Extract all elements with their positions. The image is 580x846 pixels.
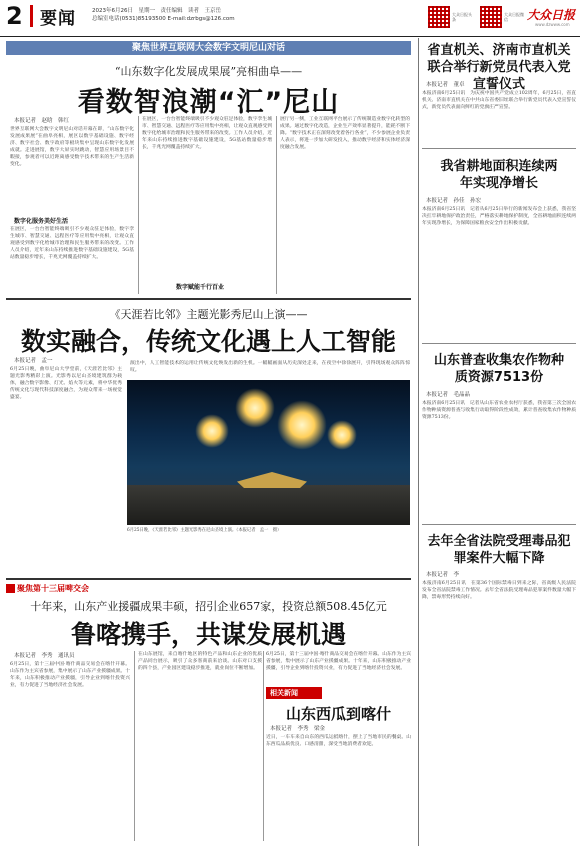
right-story2-body: 本报济南6月25日讯 记者从6月25日举行的新闻发布会上获悉，我省坚决扛牢耕地保护政治责任，严格落实耕地保护制度，全省耕地面积连续两年实现净增长，为保障国家粮食安全作出积极贡献。	[422, 207, 576, 226]
story1-byline: 本报记者 赵晗 韩红	[14, 118, 70, 124]
right-story2-headline[interactable]: 我省耕地面积连续两年实现净增长	[440, 159, 558, 191]
column-rule	[138, 116, 139, 294]
story1-kicker: “山东数字化发展成果展”亮相曲阜——	[114, 65, 303, 78]
page-number: 2	[6, 2, 23, 30]
column-rule	[276, 116, 277, 294]
story4-body: 近日，一车车来自山东的西瓜运抵喀什，摆上了当地市民的餐桌。山东西瓜品质优良、口感清甜，深受当地消费者欢迎。	[266, 735, 411, 747]
story4-headline[interactable]: 山东西瓜到喀什	[285, 705, 391, 723]
right-story4-body: 本报济南6月25日讯 在第36个国际禁毒日到来之际，省高级人民法院发布全省法院禁毒工作情况。去年全省法院受理毒品犯罪案件数量大幅下降，禁毒形势持续向好。	[422, 581, 576, 600]
building-silhouette	[127, 485, 410, 525]
story2-kicker: 《天涯若比邻》主题光影秀尼山上演——	[109, 308, 308, 321]
firework-burst	[277, 400, 327, 450]
right-story4-headline[interactable]: 去年全省法院受理毒品犯罪案件大幅下降	[427, 534, 571, 566]
section-rule	[6, 298, 411, 300]
header-meta	[92, 7, 235, 23]
story-rule	[422, 343, 576, 344]
column-divider	[418, 38, 419, 846]
firework-burst	[327, 420, 357, 450]
right-story1-headline[interactable]: 省直机关、济南市直机关联合举行新党员代表入党宣誓仪式	[427, 43, 571, 92]
story3-col1: 6月25日，第十三届中国·喀什商品交易会在喀什开幕。山东作为主宾省参展，集中展示了山东产业援疆成果。十年来，山东积极推动产业援疆，引导企业到喀什投资兴业，有力促进了当地经济社会发展。	[10, 662, 130, 688]
right-story3-headline[interactable]: 山东普查收集农作物种质资源7513份	[433, 353, 564, 385]
story1-headline[interactable]: 看数智浪潮“汇”尼山	[77, 87, 340, 118]
story4-byline: 本报记者 李秀 梁金	[270, 726, 326, 732]
firework-burst	[195, 414, 229, 448]
story1-col3: 展厅另一侧，工业互联网平台展示了传统制造业数字化转型的成果。通过数字化改造，企业生产效率显著提升，能耗不断下降。“数字技术正在深刻改变着各行各业”，不少参展企业负责人表示，将进一步加大研发投入，推动数字经济和实体经济深度融合发展。	[280, 117, 410, 150]
story1-col1b: 在展区，一台台智能终端吸引不少观众驻足体验，数字孪生城市、智慧交通、远程医疗等应用集中亮相，让观众直观感受到数字化给城市治理和民生服务带来的改变。工作人员介绍，近年来山东持续推进数字基础设施建设，5G基站数量稳步增长，千兆光网覆盖持续扩大。	[10, 227, 134, 260]
qr1-label: 大众日报头条	[452, 12, 472, 22]
story2-byline: 本报记者 孟一	[14, 358, 53, 364]
date-line: 2023年6月26日 星期一 责任编辑 读者 王京岳	[92, 8, 221, 14]
story3-headline[interactable]: 鲁喀携手，共谋发展机遇	[70, 620, 346, 649]
topic-banner: 聚焦世界互联网大会数字文明尼山对话	[6, 41, 411, 55]
story3-tag: 聚焦第十三届啤交会	[17, 584, 89, 593]
qr-code-icon[interactable]	[480, 6, 502, 28]
right-story2-byline: 本报记者 孙佳 孙宏	[426, 198, 482, 204]
story1-subhead2: 数字赋能千行百业	[176, 284, 225, 291]
right-story1-body: 本报济南6月25日讯 为庆祝中国共产党成立102周年，6月25日，省直机关、济南市直机关在中共山东省委旧址联合举行新党员代表入党宣誓仪式，新党员代表面向鲜红的党旗庄严宣誓。	[422, 91, 576, 110]
story2-col2: 演出中，人工智能技术的运用让传统文化焕发出新的生机。一幅幅画面从历史深处走来，在夜空中徐徐展开，引得现场观众阵阵惊叹。	[130, 361, 410, 373]
story1-col1: 世界互联网大会数字文明尼山对话开幕在即，“山东数字化发展成果展”在曲阜亮相，展区以数字基础设施、数字经济、数字社会、数字政府等板块集中呈现山东数字化发展成就。走进展馆，数字大屏实时跳动，智慧应用场景目不暇接，参观者可以近距离感受数字技术带来的生产生活新变化。	[10, 127, 134, 167]
qr-code-icon[interactable]	[428, 6, 450, 28]
story1-col2: 在展区，一台台智能终端吸引不少观众驻足体验，数字孪生城市、智慧交通、远程医疗等应用集中亮相，让观众直观感受到数字化给城市治理和民生服务带来的改变。工作人员介绍，近年来山东持续推进数字基础设施建设，5G基站数量稳步增长，千兆光网覆盖持续扩大。	[142, 117, 272, 150]
story3-byline: 本报记者 李秀 通讯员	[14, 653, 75, 659]
page-number-divider	[30, 5, 33, 27]
fireworks-photo	[127, 380, 410, 525]
column-rule	[134, 651, 135, 841]
story2-headline[interactable]: 数实融合，传统文化遇上人工智能	[20, 327, 396, 356]
story2-col1: 6月25日晚，曲阜尼山大学堂前，《天涯若比邻》主题光影秀精彩上演。光影秀以尼山圣境建筑群为载体，融合数字影像、灯光、焰火等元素，将中华优秀传统文化与现代科技深度融合，为观众带来一场视觉盛宴。	[10, 367, 122, 400]
logo-url: www.dzwww.com	[535, 22, 570, 27]
right-story4-byline: 本报记者 李	[426, 572, 460, 578]
story-rule	[422, 148, 576, 149]
column-rule	[263, 651, 264, 841]
right-story3-body: 本报济南6月25日讯 记者从山东省农业农村厅获悉，我省第三次全国农作物种质资源普查与收集行动取得阶段性成效，累计普查收集农作物种质资源7513份。	[422, 401, 576, 420]
story3-kicker: 十年来，山东产业援疆成果丰硕，招引企业657家，投资总额508.45亿元	[30, 600, 387, 613]
newspaper-logo: 大众日报	[527, 8, 576, 22]
section-title: 要闻	[40, 9, 76, 29]
firework-burst	[235, 388, 275, 428]
tag-square-icon	[6, 584, 15, 593]
story3-col2: 在山东展馆，来自喀什地区的特色产品和山东企业的优质产品同台展示，吸引了众多客商前来洽谈。山东对口支援的四个县，产业园区建设稳步推进，就业岗位不断增加。	[138, 652, 262, 671]
story-rule	[422, 524, 576, 525]
photo-caption: 6月25日晚，《天涯若比邻》主题光影秀在尼山圣境上演。（本报记者 孟一 摄）	[127, 528, 282, 533]
right-story1-byline: 本报记者 董卓	[426, 82, 465, 88]
contact-line: 总编室电话(0531)85193500 E-mail:dzrbgs@126.com	[92, 16, 235, 22]
lit-pavilion	[237, 472, 307, 488]
section-rule	[6, 578, 411, 580]
story3-col3: 6月25日，第十三届中国·喀什商品交易会在喀什开幕。山东作为主宾省参展，集中展示了山东产业援疆成果。十年来，山东积极推动产业援疆，引导企业到喀什投资兴业，有力促进了当地经济社会发展。	[266, 652, 411, 671]
qr2-label: 大众日报微信	[504, 12, 524, 22]
story1-subhead1: 数字化服务美好生活	[14, 218, 69, 225]
right-story3-byline: 本报记者 毛晶晶	[426, 392, 471, 398]
related-news-badge: 相关新闻	[266, 687, 322, 699]
